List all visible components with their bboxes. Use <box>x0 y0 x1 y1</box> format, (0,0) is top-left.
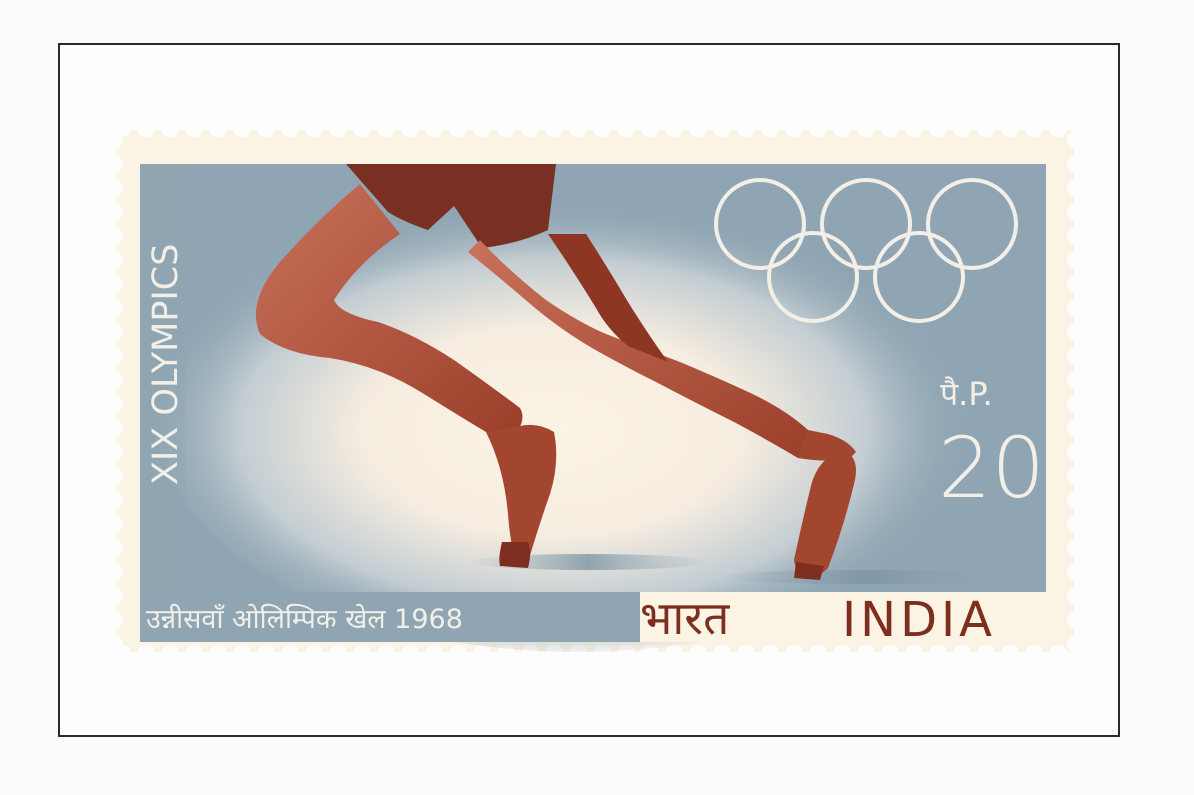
currency-unit: पै.P. <box>940 375 993 413</box>
stamp-artwork <box>108 122 1082 660</box>
postage-stamp <box>108 122 1082 660</box>
country-name-english: INDIA <box>842 592 997 648</box>
hindi-caption: उन्नीसवाँ ओलिम्पिक खेल 1968 <box>146 604 463 635</box>
country-name-hindi: भारत <box>640 591 730 645</box>
face-value: 20 <box>938 419 1045 517</box>
vertical-event-title: XIX OLYMPICS <box>146 243 186 485</box>
